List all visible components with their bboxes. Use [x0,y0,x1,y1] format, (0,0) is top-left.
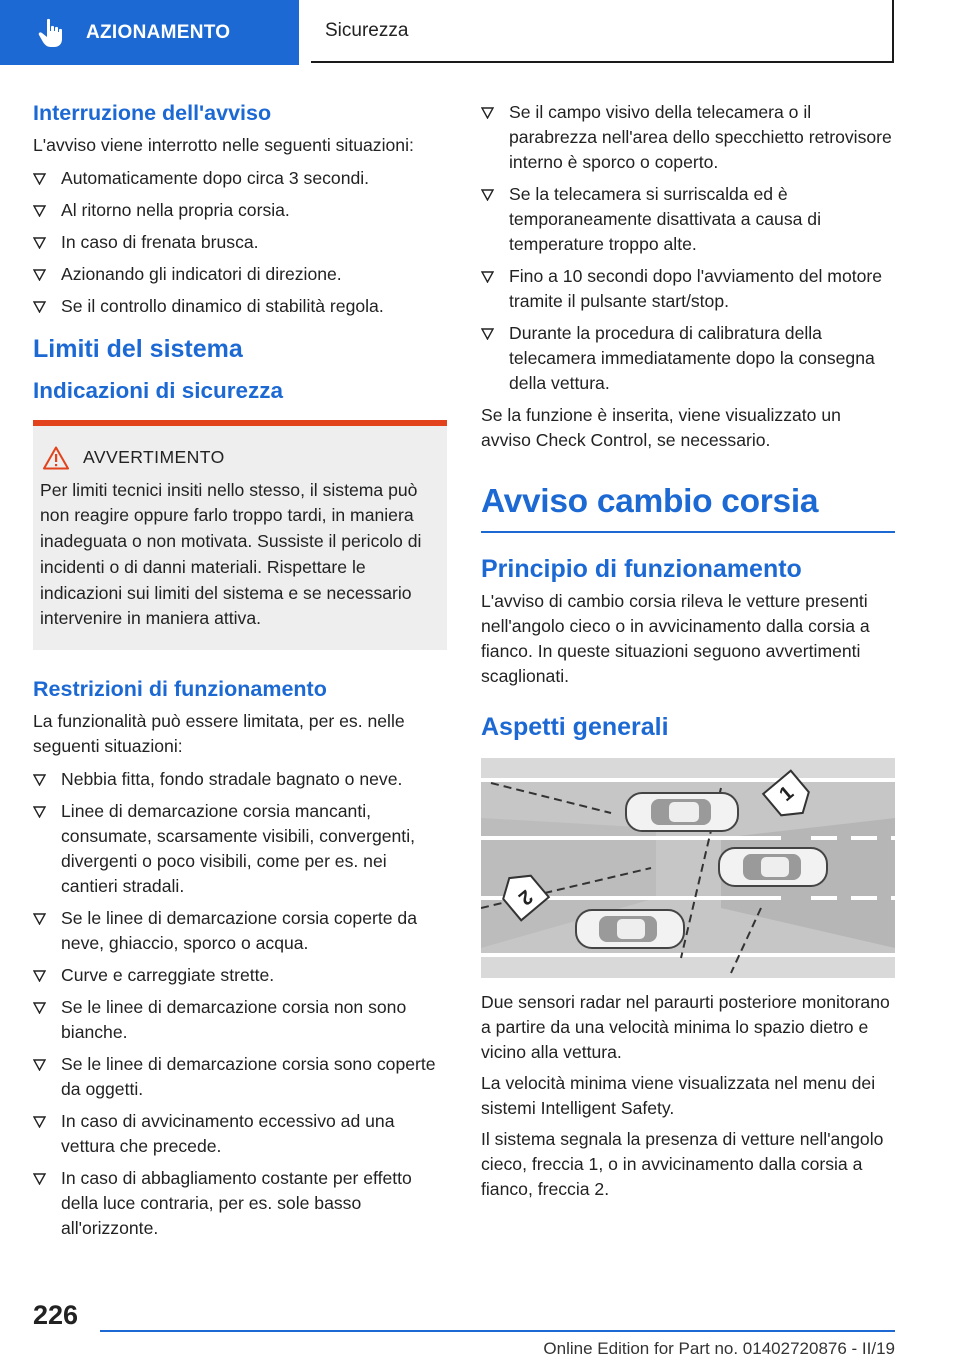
section-title: Sicurezza [311,0,894,63]
edition-label: Online Edition for Part no. 01402720876 - II/19 [543,1339,895,1358]
triangle-bullet-icon [33,774,46,786]
car-own-vehicle [719,848,827,886]
heading-interruzione: Interruzione dell'avviso [33,101,272,125]
lane-change-figure [481,758,895,978]
triangle-bullet-icon [33,205,46,217]
list-item: Automaticamente dopo circa 3 secondi. [33,166,447,191]
list-item: Curve e carreggiate strette. [33,963,447,988]
triangle-bullet-icon [481,328,494,340]
heading-restrizioni: Restrizioni di funzionamento [33,677,327,702]
list-item: Se la telecamera si surriscalda ed è temporaneamente disattivata a causa di temperature troppo alte. [481,182,895,257]
chapter-heading: Avviso cambio corsia [481,483,819,520]
warning-box [33,420,447,651]
triangle-bullet-icon [481,107,494,119]
hand-pointer-icon [38,18,66,48]
list-item: Durante la procedura di calibratura della telecamera immediatamente dopo la consegna della vettura. [481,321,895,396]
list-item: Se il campo visivo della telecamera o il parabrezza nell'area dello specchietto retrovisore interno è sporco o coperto. [481,100,895,175]
list-item: In caso di frenata brusca. [33,230,447,255]
footer-divider [100,1330,895,1332]
heading-indicazioni: Indicazioni di sicurezza [33,378,284,404]
aspetti-paragraph: La velocità minima viene visualizzata nel menu dei sistemi Intelligent Safety. [481,1072,876,1118]
chapter-tab[interactable] [0,0,299,65]
warning-heading [40,446,437,470]
interruzione-intro: L'avviso viene interrotto nelle seguenti situazioni: [33,134,414,155]
triangle-bullet-icon [33,970,46,982]
list-item: Azionando gli indicatori di direzione. [33,262,447,287]
check-control-text: Se la funzione è inserita, viene visualizzato un avviso Check Control, se necessario. [481,405,841,450]
list-item: Se le linee di demarcazione corsia coperte da neve, ghiaccio, sporco o acqua. [33,906,447,956]
triangle-bullet-icon [33,806,46,818]
heading-principio: Principio di funzionamento [481,554,802,583]
car-blind-spot [626,793,738,831]
aspetti-paragraph: Il sistema segnala la presenza di vetture nell'angolo cieco, freccia 1, o in avvicinamento dalla corsia a fianco, freccia 2. [481,1128,884,1199]
heading-aspetti: Aspetti generali [481,713,669,742]
principio-text: L'avviso di cambio corsia rileva le vetture presenti nell'angolo cieco o in avvicinamento dalla corsia a fianco. In queste situazioni seguono avvertimenti scaglionati. [481,591,870,687]
triangle-bullet-icon [33,173,46,185]
warning-text: Per limiti tecnici insiti nello stesso, il sistema può non reagire oppure farlo troppo tardi, in maniera inadeguata o non motivata. Sussiste il pericolo di incidenti o di danni materiali. Rispettare le indicazioni sui limiti del sistema e se necessario intervenire in maniera attiva. [40,479,422,629]
right-column [481,100,895,1202]
triangle-bullet-icon [33,1116,46,1128]
triangle-bullet-icon [33,1002,46,1014]
warning-title: AVVERTIMENTO [83,447,225,467]
chapter-divider [481,531,895,533]
list-item: Se le linee di demarcazione corsia non sono bianche. [33,995,447,1045]
restrizioni-list [33,767,447,1241]
list-item: Fino a 10 secondi dopo l'avviamento del motore tramite il pulsante start/stop. [481,264,895,314]
car-approaching [576,910,684,948]
triangle-bullet-icon [481,271,494,283]
chapter-label: AZIONAMENTO [86,21,231,43]
list-item: In caso di abbagliamento costante per effetto della luce contraria, per es. sole basso all'orizzonte. [33,1166,447,1241]
left-column [33,100,447,1248]
restrizioni-intro: La funzionalità può essere limitata, per es. nelle seguenti situazioni: [33,711,405,757]
list-item: Al ritorno nella propria corsia. [33,198,447,223]
triangle-bullet-icon [33,1059,46,1071]
restrizioni-list-continued [481,100,895,396]
triangle-bullet-icon [481,189,494,201]
triangle-bullet-icon [33,269,46,281]
svg-text:1: 1 [775,781,798,806]
triangle-bullet-icon [33,301,46,313]
warning-triangle-icon [43,446,69,470]
triangle-bullet-icon [33,913,46,925]
list-item: Nebbia fitta, fondo stradale bagnato o neve. [33,767,447,792]
heading-limiti: Limiti del sistema [33,334,243,363]
triangle-bullet-icon [33,237,46,249]
triangle-bullet-icon [33,1173,46,1185]
list-item: In caso di avvicinamento eccessivo ad una vettura che precede. [33,1109,447,1159]
list-item: Linee di demarcazione corsia mancanti, consumate, scarsamente visibili, convergenti, divergenti o poco visibili, come per es. nei cantieri stradali. [33,799,447,899]
svg-text:2: 2 [514,885,537,910]
aspetti-paragraph: Due sensori radar nel paraurti posteriore monitorano a partire da una velocità minima lo spazio dietro e vicino alla vettura. [481,991,890,1062]
list-item: Se le linee di demarcazione corsia sono coperte da oggetti. [33,1052,447,1102]
page-number: 226 [33,1300,79,1330]
list-item: Se il controllo dinamico di stabilità regola. [33,294,447,319]
interruzione-list [33,166,447,319]
